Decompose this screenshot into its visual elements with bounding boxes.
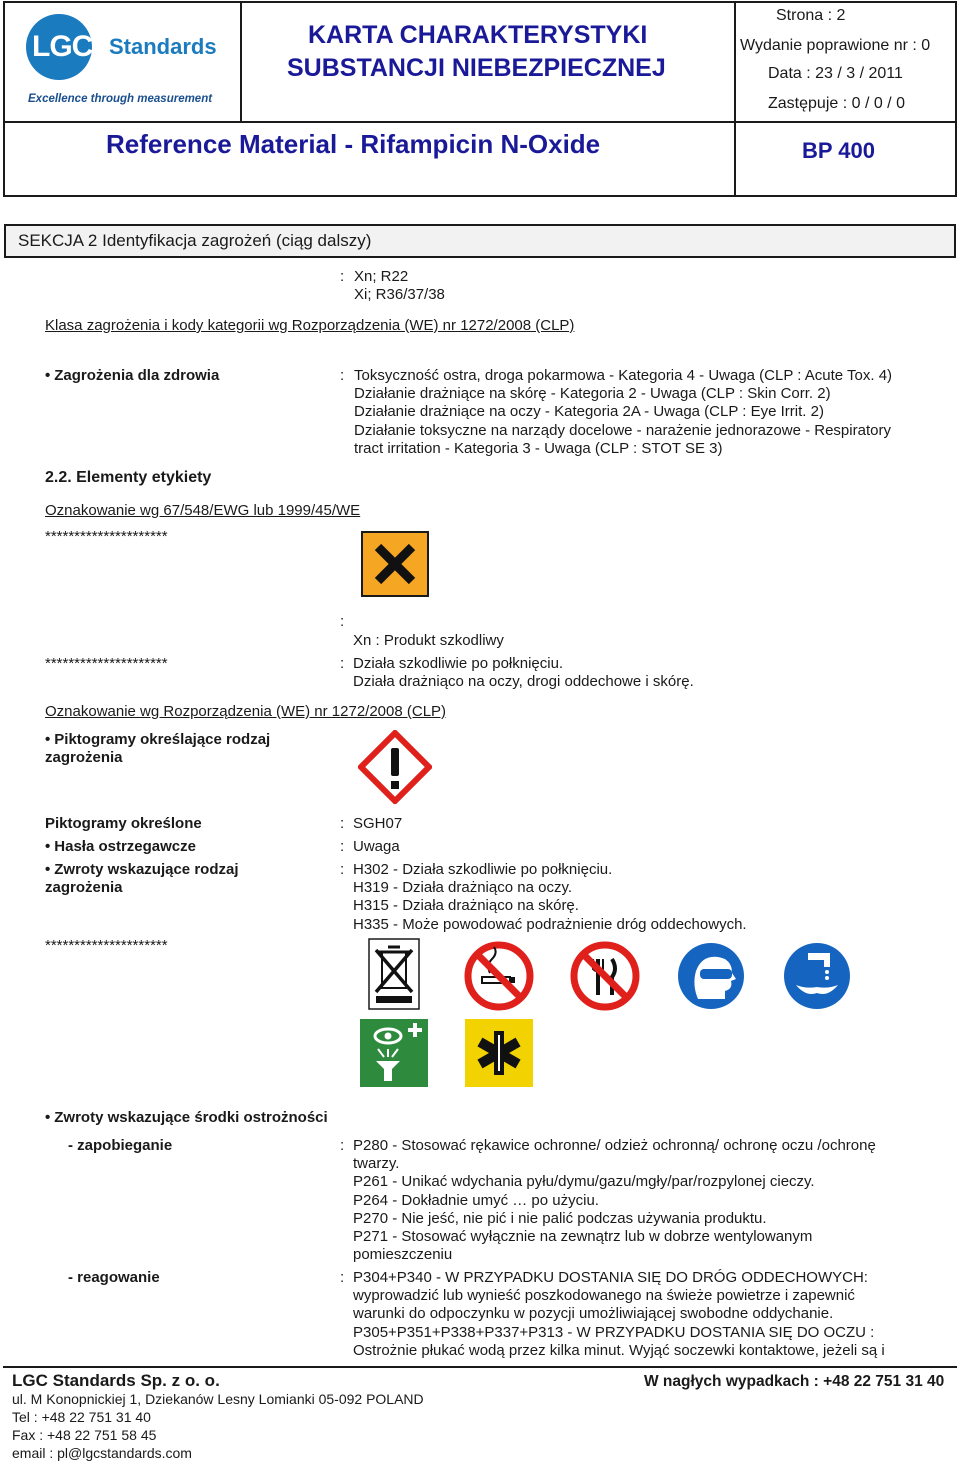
prevention-line: P264 - Dokładnie umyć … po użyciu.	[353, 1191, 599, 1209]
no-smoking-icon	[464, 941, 534, 1011]
no-smoking-pictogram	[464, 941, 534, 1011]
company-fax: Fax : +48 22 751 58 45	[12, 1427, 157, 1443]
product-name: Reference Material - Rifampicin N-Oxide	[106, 129, 601, 159]
no-eating-drinking-pictogram	[570, 941, 640, 1011]
health-hazards-list	[354, 367, 892, 458]
hazard-statements-label-cont: zagrożenia	[45, 879, 123, 896]
wash-hands-pictogram	[782, 941, 852, 1011]
header-divider	[3, 121, 957, 123]
lgc-logo	[14, 10, 234, 110]
classification-value: Xn; R22	[354, 268, 409, 285]
r-phrases-colon: :	[340, 655, 345, 672]
footer-divider	[3, 1366, 957, 1368]
wear-eye-protection-pictogram	[676, 941, 746, 1011]
health-hazards-colon: :	[340, 367, 345, 384]
company-name: LGC Standards Sp. z o. o.	[12, 1371, 220, 1390]
harmful-cross-icon	[361, 531, 429, 597]
r-phrase-line: Działa szkodliwie po połknięciu.	[353, 655, 564, 672]
classification-values	[354, 268, 445, 304]
issue-date: Data : 23 / 3 / 2011	[768, 65, 903, 82]
health-hazard-line: Toksyczność ostra, droga pokarmowa - Kategoria 4 - Uwaga (CLP : Acute Tox. 4)	[354, 367, 893, 384]
hazard-statements-label: • Zwroty wskazujące rodzaj	[45, 861, 239, 879]
response-line: P305+P351+P338+P337+P313 - W PRZYPADKU DOSTANIA SIĘ DO OCZU :	[353, 1323, 875, 1341]
signal-word-value: Uwaga	[353, 838, 400, 855]
hazard-statements-colon: :	[340, 861, 345, 878]
xn-colon: :	[340, 613, 345, 630]
stars-separator: *********************	[45, 937, 168, 954]
document-title-line1: KARTA CHARAKTERYSTYKI	[308, 21, 648, 49]
signal-word-label: • Hasła ostrzegawcze	[45, 838, 196, 856]
pictograms-defined-colon: :	[340, 815, 345, 832]
response-label: - reagowanie	[68, 1269, 160, 1286]
clp-classification-heading: Klasa zagrożenia i kody kategorii wg Rozporządzenia (WE) nr 1272/2008 (CLP)	[45, 317, 575, 334]
section-title: SEKCJA 2 Identyfikacja zagrożeń (ciąg dalszy)	[18, 231, 372, 250]
document-title-line2: SUBSTANCJI NIEBEZPIECZNEJ	[287, 54, 666, 82]
hazard-statement: H302 - Działa szkodliwie po połknięciu.	[353, 861, 613, 878]
pictograms-defined-label: Piktogramy określone	[45, 815, 202, 832]
eye-wash-icon	[360, 1019, 428, 1087]
header-divider	[734, 1, 736, 197]
precautionary-heading: • Zwroty wskazujące środki ostrożności	[45, 1109, 328, 1127]
eu-labelling-heading: Oznakowanie wg 67/548/EWG lub 1999/45/WE	[45, 502, 361, 519]
prevention-line: P271 - Stosować wyłącznie na zewnątrz lub w dobrze wentylowanym	[353, 1228, 813, 1246]
product-code: BP 400	[802, 138, 875, 163]
logo-tagline: Excellence through measurement	[28, 93, 213, 105]
r-phrase-line: Działa drażniąco na oczy, drogi oddechowe i skórę.	[353, 673, 694, 691]
eye-protection-icon	[676, 941, 746, 1011]
hazard-statement: H335 - Może powodować podrażnienie dróg oddechowych.	[353, 915, 747, 933]
company-tel: Tel : +48 22 751 31 40	[12, 1409, 151, 1425]
stars-separator: *********************	[45, 655, 168, 672]
health-hazard-line: Działanie drażniące na oczy - Kategoria 2A - Uwaga (CLP : Eye Irrit. 2)	[354, 403, 824, 421]
health-hazard-line: tract irritation - Kategoria 3 - Uwaga (CLP : STOT SE 3)	[354, 439, 723, 457]
pictograms-label: • Piktogramy określające rodzaj	[45, 731, 270, 749]
crossed-bin-icon	[368, 938, 420, 1010]
label-elements-heading: 2.2. Elementy etykiety	[45, 469, 212, 486]
header-divider	[240, 1, 242, 123]
hazard-statements-list	[353, 861, 747, 934]
exclamation-mark-icon	[358, 730, 432, 804]
health-hazard-line: Działanie drażniące na skórę - Kategoria 2 - Uwaga (CLP : Skin Corr. 2)	[354, 385, 831, 403]
logo-name: Standards	[109, 34, 217, 59]
pictograms-defined-value: SGH07	[353, 815, 403, 832]
hazard-statement: H315 - Działa drażniąco na skórę.	[353, 897, 579, 915]
response-colon: :	[340, 1269, 345, 1286]
company-address: ul. M Konopnickiej 1, Dziekanów Lesny Lomianki 05-092 POLAND	[12, 1391, 424, 1407]
hazard-statement: H319 - Działa drażniąco na oczy.	[353, 879, 572, 897]
emergency-phone: W nagłych wypadkach : +48 22 751 31 40	[644, 1373, 945, 1390]
page-number: Strona : 2	[776, 7, 846, 24]
wash-hands-icon	[782, 941, 852, 1011]
health-hazard-line: Działanie toksyczne na narządy docelowe - narażenie jednorazowe - Respiratory	[354, 421, 891, 439]
company-email[interactable]: email : pl@lgcstandards.com	[12, 1445, 192, 1461]
classification-value: Xi; R36/37/38	[354, 286, 445, 304]
prevention-line: P280 - Stosować rękawice ochronne/ odzież ochronną/ ochronę oczu /ochronę	[353, 1137, 876, 1154]
response-line: warunki do odpoczynku w pozycji umożliwiającej swobodne oddychanie.	[353, 1305, 834, 1323]
prevention-list	[353, 1137, 876, 1264]
prevention-label: - zapobieganie	[68, 1137, 173, 1154]
signal-word-colon: :	[340, 838, 345, 855]
health-hazards-label: • Zagrożenia dla zdrowia	[45, 367, 219, 385]
response-line: P304+P340 - W PRZYPADKU DOSTANIA SIĘ DO DRÓG ODDECHOWYCH:	[353, 1269, 868, 1286]
classification-colon: :	[340, 268, 345, 285]
no-waste-bin-pictogram	[368, 938, 420, 1010]
pictograms-label-cont: zagrożenia	[45, 749, 123, 766]
xn-description: Xn : Produkt szkodliwy	[353, 632, 504, 649]
prevention-line: P261 - Unikać wdychania pyłu/dymu/gazu/mgły/par/rozpylonej cieczy.	[353, 1173, 815, 1191]
clp-labelling-heading: Oznakowanie wg Rozporządzenia (WE) nr 1272/2008 (CLP)	[45, 703, 447, 720]
stars-separator: *********************	[45, 528, 168, 545]
response-list	[353, 1269, 885, 1360]
response-line: wyprowadzić lub wynieść poszkodowanego na świeże powietrze i zapewnić	[353, 1287, 855, 1305]
prevention-line: twarzy.	[353, 1155, 400, 1173]
logo-brand: LGC	[32, 30, 93, 63]
edition: Wydanie poprawione nr : 0	[740, 37, 931, 54]
harmful-xn-pictogram	[361, 531, 429, 597]
prevention-colon: :	[340, 1137, 345, 1154]
ghs07-pictogram	[358, 730, 432, 804]
prevention-line: P270 - Nie jeść, nie pić i nie palić podczas używania produktu.	[353, 1209, 767, 1227]
r-phrases-list	[353, 655, 694, 691]
no-eating-icon	[570, 941, 640, 1011]
replaces: Zastępuje : 0 / 0 / 0	[768, 95, 905, 112]
eye-wash-station-pictogram	[360, 1019, 428, 1087]
prevention-line: pomieszczeniu	[353, 1246, 453, 1264]
response-line: Ostrożnie płukać wodą przez kilka minut. Wyjąć soczewki kontaktowe, jeżeli są i	[353, 1341, 885, 1359]
star-of-life-icon	[465, 1019, 533, 1087]
first-aid-pictogram	[465, 1019, 533, 1087]
